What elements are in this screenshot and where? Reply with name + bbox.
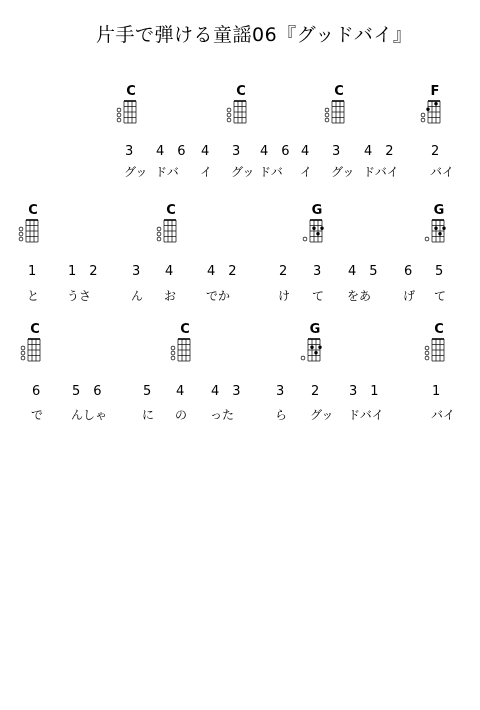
lyric: グッ [331,165,355,179]
lyric: に [142,408,155,422]
chord-diagram [156,203,178,243]
tab-number: 4 2 [364,144,394,159]
tab-number: 4 [165,264,174,279]
chord-name: G [311,203,323,218]
open-string-marker [157,227,161,231]
tab-number: 4 5 [348,264,378,279]
finger-dot [442,227,445,230]
chord-name: F [430,84,440,99]
tab-number: 4 6 [156,144,186,159]
chord-diagram-grid [424,338,446,362]
chord-name: C [180,322,190,337]
tab-number: 4 2 [207,264,237,279]
chord-name: C [28,203,38,218]
chord-diagram-grid [302,219,324,243]
tab-number: 2 [431,144,440,159]
lyric: をあ [347,289,372,303]
open-string-marker [117,118,121,122]
open-string-marker [19,237,23,241]
chord-name: C [166,203,176,218]
tab-number: 3 1 [349,384,379,399]
chord-diagram-grid [424,219,446,243]
chord-diagram-grid [116,100,138,124]
chord-name: G [433,203,445,218]
lyric: て [434,289,447,303]
open-string-marker [21,356,25,360]
chord-diagram [424,322,446,362]
lyric: でか [206,289,231,303]
lyric: で [31,408,44,422]
tab-number: 1 [432,384,441,399]
lyric: ら [275,408,288,422]
lyric: ドバ [259,165,283,179]
lyric: った [210,408,235,422]
open-string-marker [425,351,429,355]
tab-number: 2 [311,384,320,399]
tab-number: 4 [301,144,310,159]
open-string-marker [117,113,121,117]
lyric: ドバイ [348,408,384,422]
chord-diagram [302,203,324,243]
tab-number: 4 3 [211,384,241,399]
open-string-marker [325,108,329,112]
chord-name: G [309,322,321,337]
finger-dot [438,232,441,235]
tab-number: 6 [32,384,41,399]
open-string-marker [171,351,175,355]
open-string-marker [157,232,161,236]
finger-dot [318,346,321,349]
chord-diagram [424,203,446,243]
open-string-marker [19,232,23,236]
tab-number: 1 2 [68,264,98,279]
open-string-marker [117,108,121,112]
open-string-marker [21,346,25,350]
tab-number: 3 [313,264,322,279]
tab-number: 4 [176,384,185,399]
chord-diagram-grid [156,219,178,243]
chord-diagram [170,322,192,362]
lyric: け [278,289,291,303]
finger-dot [434,227,437,230]
lyric: んしゃ [71,408,108,422]
finger-dot [312,227,315,230]
open-string-marker [425,356,429,360]
chord-diagram [226,84,248,124]
chord-name: C [126,84,136,99]
chord-diagram [18,203,40,243]
lyric: お [164,289,177,303]
chord-name: C [334,84,344,99]
open-string-marker [227,108,231,112]
chord-diagram [420,84,442,124]
lyric: げ [403,289,416,303]
chord-diagram-grid [324,100,346,124]
lyric: グッ [310,408,334,422]
tab-number: 3 [125,144,134,159]
finger-dot [310,346,313,349]
lyric: て [312,289,325,303]
open-string-marker [325,113,329,117]
tab-number: 4 6 [260,144,290,159]
tab-number: 3 [276,384,285,399]
lyric: の [175,408,188,422]
tab-number: 5 [143,384,152,399]
finger-dot [434,102,437,105]
open-string-marker [301,356,305,360]
lyric: ドバ [155,165,179,179]
tab-number: 3 [332,144,341,159]
open-string-marker [421,118,425,122]
tab-number: 5 6 [72,384,102,399]
lyric: グッ [231,165,255,179]
open-string-marker [227,113,231,117]
tab-number: 3 [132,264,141,279]
chord-name: C [30,322,40,337]
open-string-marker [425,237,429,241]
lyric: イ [300,165,313,179]
lyric: イ [200,165,213,179]
open-string-marker [171,346,175,350]
open-string-marker [157,237,161,241]
chord-diagram [20,322,42,362]
lyric: バイ [431,408,456,422]
lyric: グッ [124,165,148,179]
finger-dot [320,227,323,230]
finger-dot [314,351,317,354]
chord-diagram-grid [20,338,42,362]
chord-name: C [434,322,444,337]
chord-diagram-grid [300,338,322,362]
tab-number: 6 [404,264,413,279]
lyric: バイ [430,165,455,179]
lyric: うさ [67,289,92,303]
open-string-marker [421,113,425,117]
page-title: 片手で弾ける童謡06『グッドバイ』 [96,24,413,46]
chord-diagram-grid [18,219,40,243]
chord-diagram-grid [226,100,248,124]
lyric: ん [131,289,144,303]
chord-diagram-grid [420,100,442,124]
tab-number: 1 [28,264,37,279]
chord-diagram [116,84,138,124]
open-string-marker [227,118,231,122]
finger-dot [426,108,429,111]
tab-number: 3 [232,144,241,159]
open-string-marker [303,237,307,241]
open-string-marker [171,356,175,360]
chord-name: C [236,84,246,99]
chord-diagram-grid [170,338,192,362]
open-string-marker [19,227,23,231]
finger-dot [316,232,319,235]
lyric: と [27,289,40,303]
open-string-marker [21,351,25,355]
lyric: ドバイ [363,165,399,179]
chord-diagram [300,322,322,362]
open-string-marker [325,118,329,122]
tab-number: 2 [279,264,288,279]
tab-number: 4 [201,144,210,159]
open-string-marker [425,346,429,350]
tab-number: 5 [435,264,444,279]
chord-diagram [324,84,346,124]
